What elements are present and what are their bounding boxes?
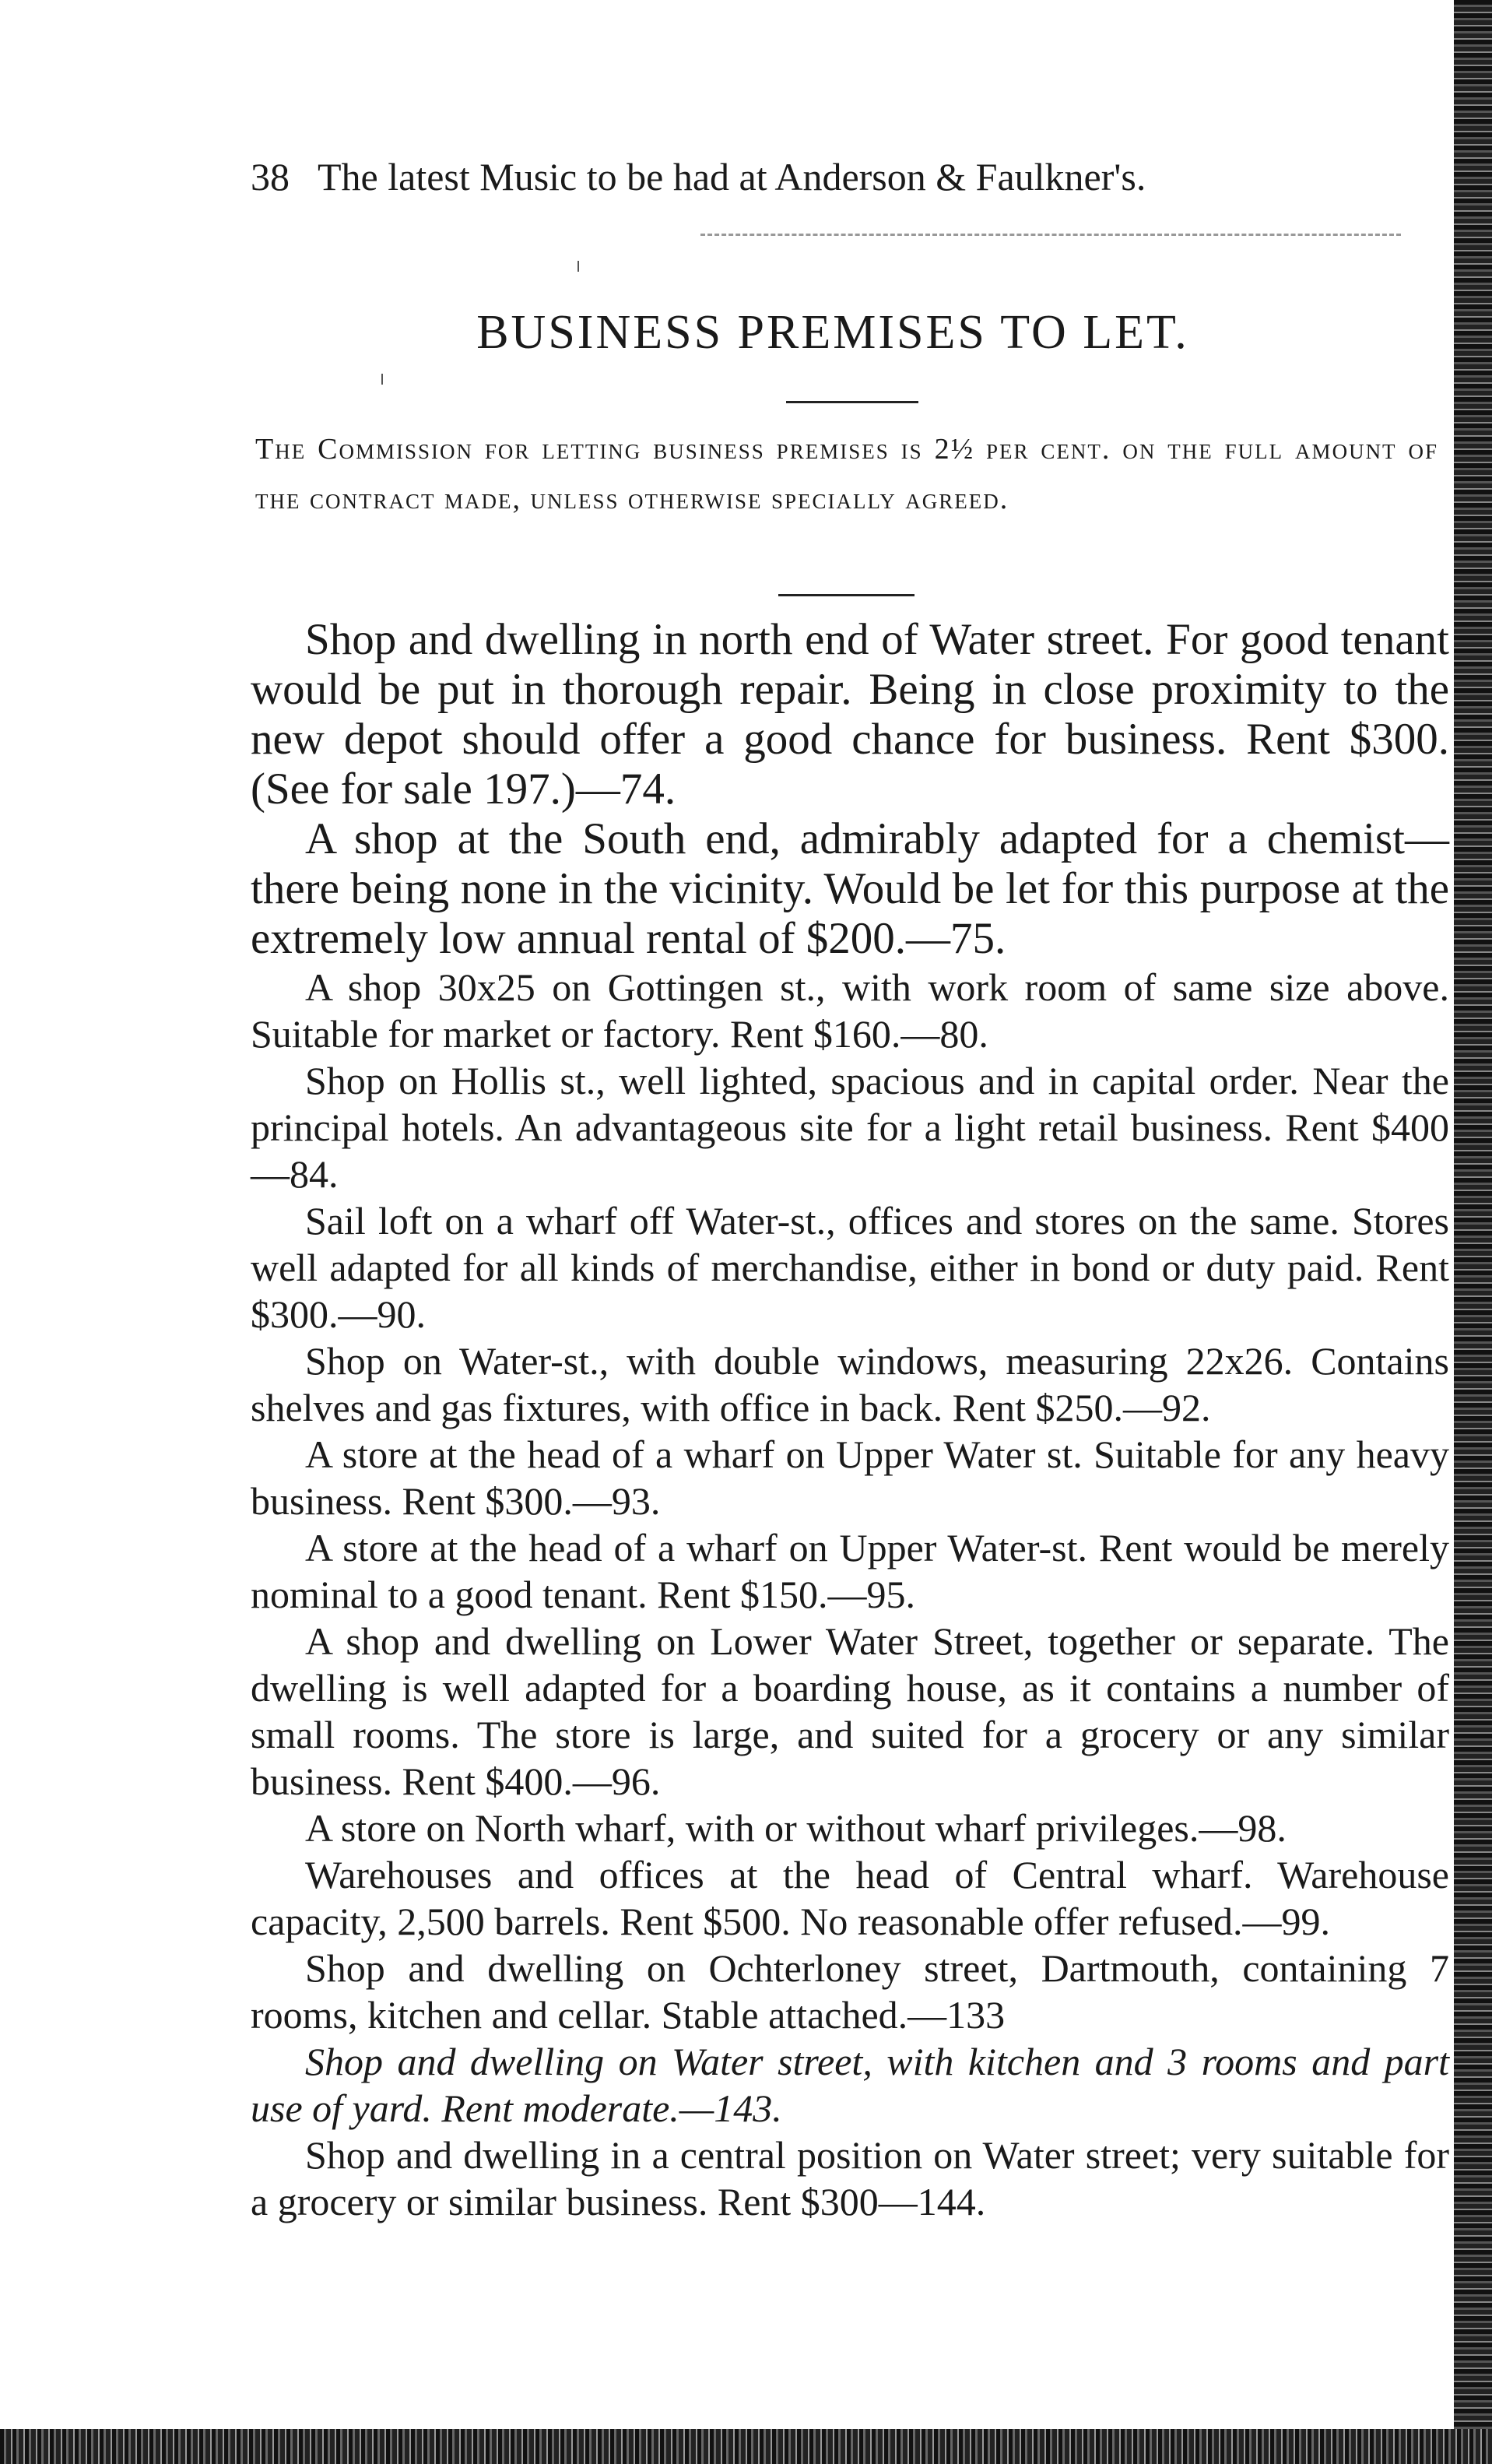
section-title: BUSINESS PREMISES TO LET. — [476, 306, 1189, 359]
listing-92: Shop on Water-st., with double windows, measuring 22x26. Contains shelves and gas fixtures, with office in back. Rent $250.—92. — [251, 1339, 1449, 1429]
print-speck — [381, 374, 383, 385]
listing-90: Sail loft on a wharf off Water-st., offices and stores on the same. Stores well adapted for all kinds of merchandise, either in bond or duty paid. Rent $300.—90. — [251, 1199, 1449, 1336]
listing-95: A store at the head of a wharf on Upper Water-st. Rent would be merely nominal to a good tenant. Rent $150.—95. — [251, 1526, 1449, 1616]
listing-98: A store on North wharf, with or without wharf privileges.—98. — [305, 1806, 1287, 1850]
listing-93: A store at the head of a wharf on Upper Water st. Suitable for any heavy business. Rent $300.—93. — [251, 1432, 1449, 1523]
notice-rule — [778, 594, 915, 596]
running-header — [251, 154, 1418, 199]
page-number: 38 — [251, 155, 290, 199]
listing-75: A shop at the South end, admirably adapted for a chemist—there being none in the vicinity. Would be let for this purpose at the extremely low annual rental of $200.—75. — [251, 814, 1449, 963]
listing-99: Warehouses and offices at the head of Central wharf. Warehouse capacity, 2,500 barrels. Rent $500. No reasonable offer refused.—99. — [251, 1853, 1449, 1943]
listing-84: Shop on Hollis st., well lighted, spacious and in capital order. Near the principal hotels. An advantageous site for a light retail business. Rent $400 —84. — [251, 1059, 1449, 1196]
listing-96: A shop and dwelling on Lower Water Street, together or separate. The dwelling is well adapted for a boarding house, as it contains a number of small rooms. The store is large, and suited for a grocery or any similar business. Rent $400.—96. — [251, 1619, 1449, 1803]
listing-144: Shop and dwelling in a central position on Water street; very suitable for a grocery or similar business. Rent $300—144. — [251, 2133, 1449, 2223]
listing-74: Shop and dwelling in north end of Water street. For good tenant would be put in thorough repair. Being in close proximity to the new depot should offer a good chance for business. Rent $300. (See for sale 197.)—74. — [251, 615, 1449, 814]
print-speck — [577, 261, 579, 272]
page-bottom-edge — [0, 2429, 1492, 2464]
header-rule — [700, 234, 1401, 236]
listings — [251, 615, 1449, 2225]
listing-133: Shop and dwelling on Ochterloney street, Dartmouth, containing 7 rooms, kitchen and cellar. Stable attached.—133 — [251, 1946, 1449, 2037]
listing-143: Shop and dwelling on Water street, with kitchen and 3 rooms and part use of yard. Rent moderate.—143. — [251, 2040, 1449, 2130]
listing-80: A shop 30x25 on Gottingen st., with work room of same size above. Suitable for market or factory. Rent $160.—80. — [251, 965, 1449, 1056]
page-gutter-edge — [1454, 0, 1492, 2464]
title-rule — [786, 401, 918, 403]
running-title: The latest Music to be had at Anderson & Faulkner's. — [318, 155, 1146, 199]
commission-notice: The Commission for letting business premises is 2½ per cent. on the full amount of the contract made, unless otherwise specially agreed. — [255, 433, 1438, 515]
